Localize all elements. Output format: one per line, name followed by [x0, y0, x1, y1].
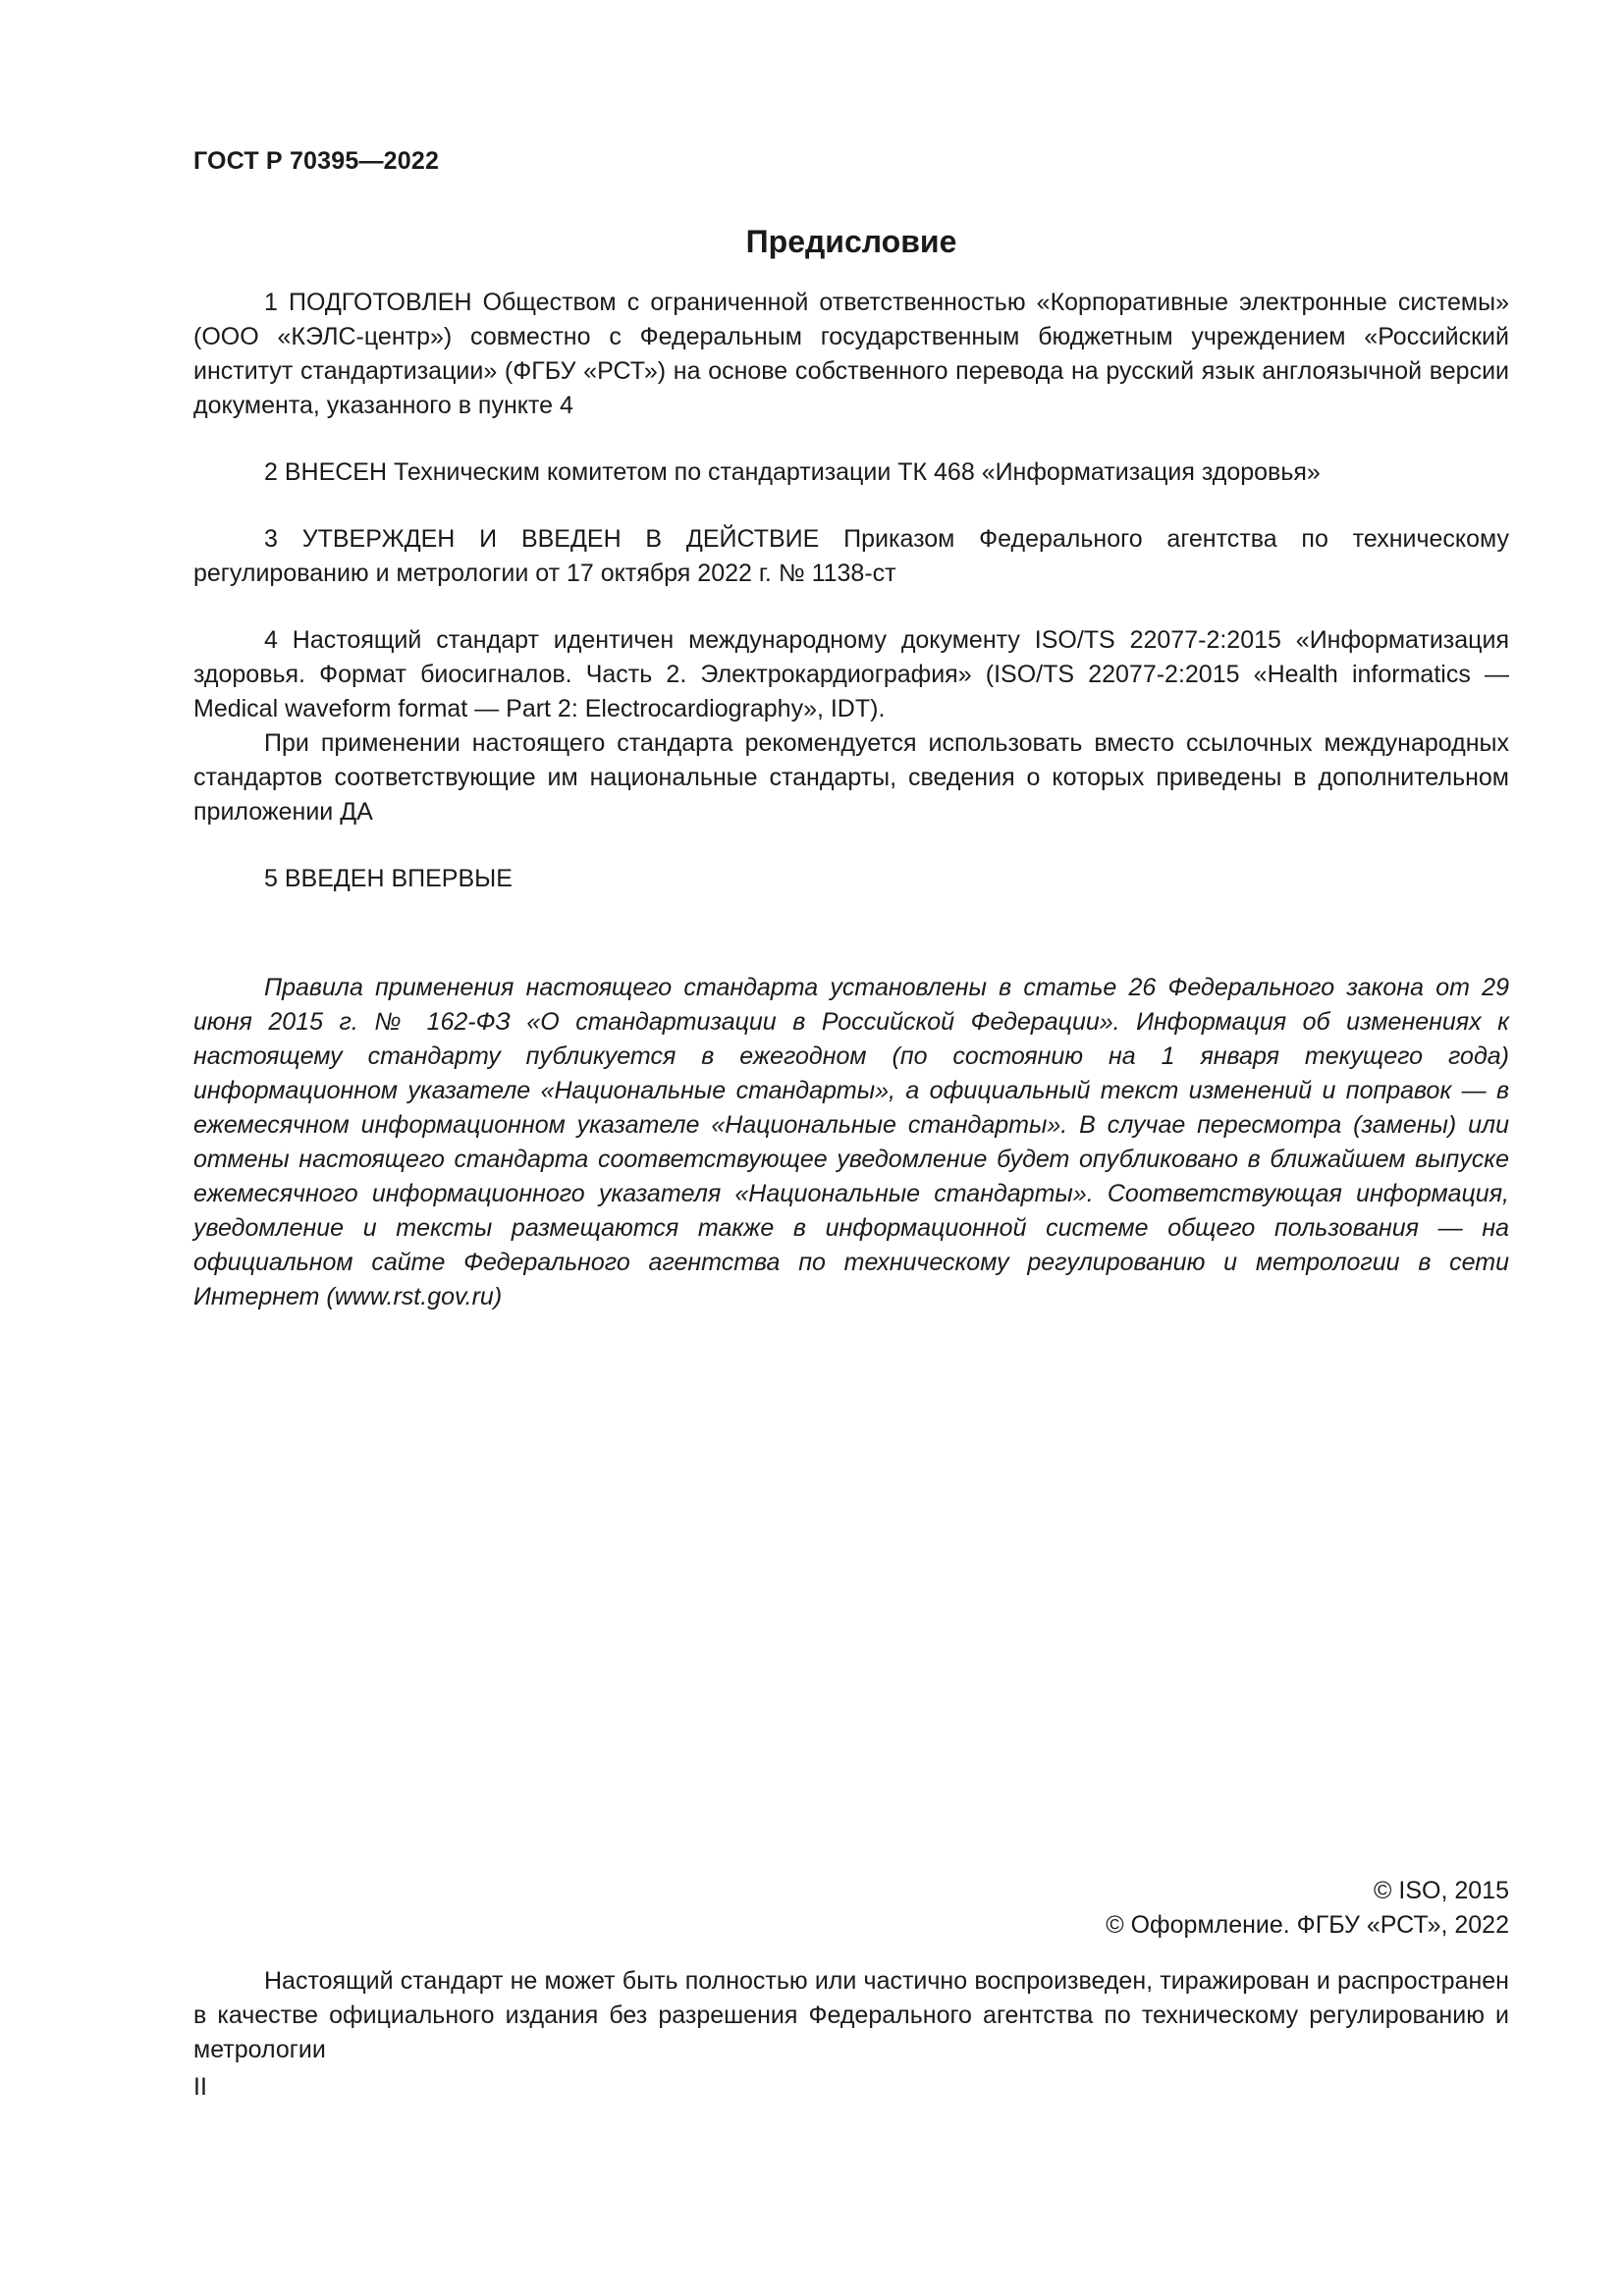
- application-rules-notice: Правила применения настоящего стандарта установлены в статье 26 Федерального закона от 29 июня 2015 г. № 162-ФЗ «О стандартизации в Российской Федерации». Информация об изменениях к настоящему стандарту публикуется в ежегодном (по состоянию на 1 января текущего года) информационном указателе «Национальные стандарты», а официальный текст изменений и поправок — в ежемесячном информационном указателе «Национальные стандарты». В случае пересмотра (замены) или отмены настоящего стандарта соответствующее уведомление будет опубликовано в ближайшем выпуске ежемесячного информационного указателя «Национальные стандарты». Соответствующая информация, уведомление и тексты размещаются также в информационной системе общего пользования — на официальном сайте Федерального агентства по техническому регулированию и метрологии в сети Интернет (www.rst.gov.ru): [193, 974, 1509, 1310]
- page-number: II: [193, 2073, 207, 2101]
- copyright-design: © Оформление. ФГБУ «РСТ», 2022: [1106, 1911, 1509, 1939]
- copyright-block: [1106, 1874, 1509, 1943]
- reproduction-notice: Настоящий стандарт не может быть полностью или частично воспроизведен, тиражирован и распространен в качестве официального издания без разрешения Федерального агентства по техническому регулированию и метрологии: [193, 1967, 1509, 2063]
- preface-item-2: 2 ВНЕСЕН Техническим комитетом по стандартизации ТК 468 «Информатизация здоровья»: [264, 458, 1321, 486]
- preface-item-1: 1 ПОДГОТОВЛЕН Обществом с ограниченной ответственностью «Корпоративные электронные системы» (ООО «КЭЛС-центр») совместно с Федеральным государственным бюджетным учреждением «Российский институт стандартизации» (ФГБУ «РСТ») на основе собственного перевода на русский язык англоязычной версии документа, указанного в пункте 4: [193, 289, 1509, 419]
- preface-item-4: 4 Настоящий стандарт идентичен международному документу ISO/TS 22077-2:2015 «Информатизация здоровья. Формат биосигналов. Часть 2. Электрокардиография» (ISO/TS 22077-2:2015 «Health informatics — Medical waveform format — Part 2: Electrocardiography», IDT).: [193, 626, 1509, 722]
- preface-body: [193, 286, 1509, 896]
- preface-item-3: 3 УТВЕРЖДЕН И ВВЕДЕН В ДЕЙСТВИЕ Приказом Федерального агентства по техническому регулированию и метрологии от 17 октября 2022 г. № 1138-ст: [193, 525, 1509, 587]
- preface-item-4-note: При применении настоящего стандарта рекомендуется использовать вместо ссылочных международных стандартов соответствующие им национальные стандарты, сведения о которых приведены в дополнительном приложении ДА: [193, 729, 1509, 826]
- copyright-iso: © ISO, 2015: [1374, 1877, 1509, 1904]
- document-code: ГОСТ Р 70395—2022: [193, 147, 440, 175]
- preface-item-5: 5 ВВЕДЕН ВПЕРВЫЕ: [264, 865, 513, 892]
- section-title: Предисловие: [745, 224, 957, 259]
